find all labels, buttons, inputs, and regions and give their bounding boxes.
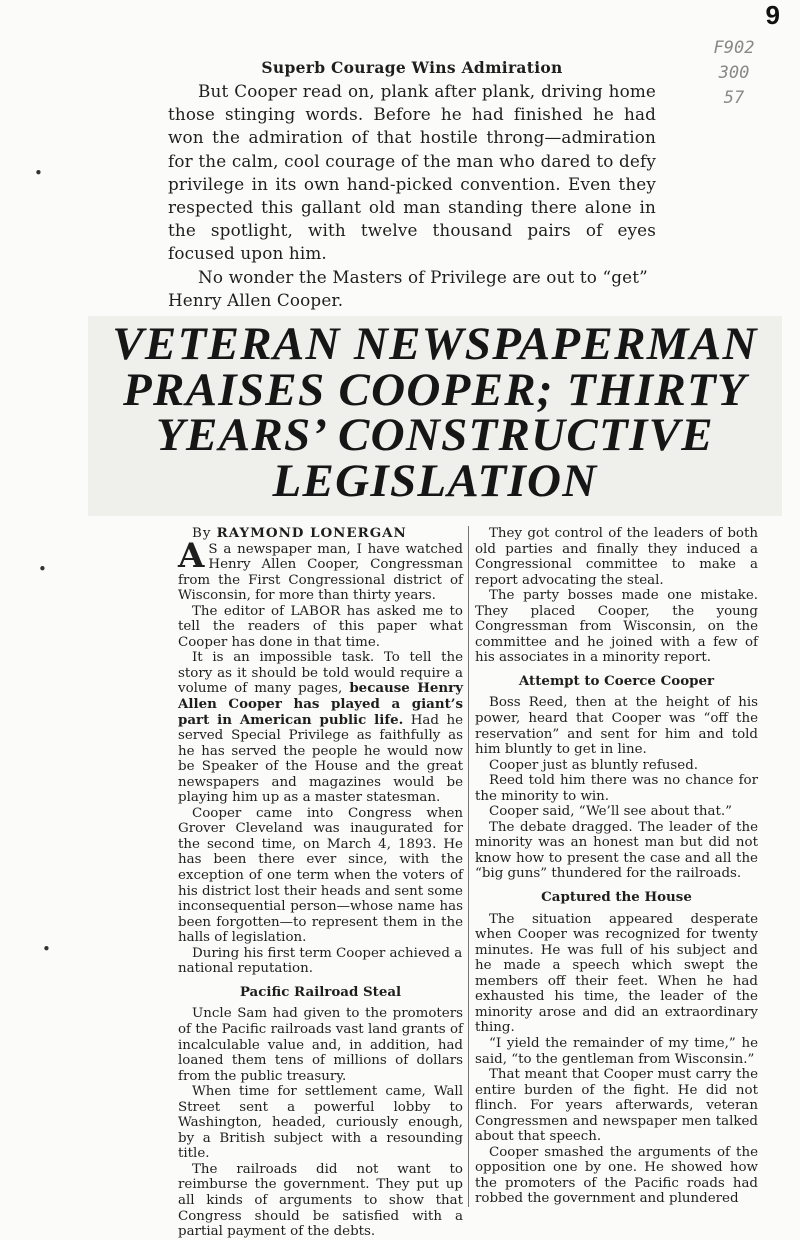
section-subhead: Superb Courage Wins Admiration (261, 58, 563, 77)
continued-story (168, 58, 656, 312)
handwritten-note-line: 57 (723, 88, 745, 108)
paragraph: Cooper smashed the arguments of the opposition one by one. He showed how the promoters of the Pacific roads had robbed the government and plundered (475, 1144, 758, 1207)
headline-line: PRAISES COOPER; THIRTY (122, 363, 748, 416)
paragraph: Uncle Sam had given to the promoters of the Pacific railroads vast land grants of incalculable value and, in addition, had loaned them tens of millions of dollars from the public treasury. (178, 1006, 463, 1084)
paragraph: “I yield the remainder of my time,” he said, “to the gentleman from Wisconsin.” (475, 1035, 758, 1067)
paragraph-text: It is an impossible task. To tell the story as it should be told would require a volume of many pages, (178, 650, 463, 697)
paragraph: Cooper came into Congress when Grover Cleveland was inaugurated for the second time, on March 4, 1893. He has been there ever since, with the exception of one term when the voters of his district lost their heads and sent some inconsequential person—whose name has been forgotten—to represent them in the halls of legislation. (178, 805, 463, 946)
article-headline (88, 318, 782, 507)
handwritten-note-line: 300 (718, 63, 750, 83)
paragraph: During his first term Cooper achieved a national reputation. (178, 945, 463, 977)
paragraph: No wonder the Masters of Privilege are out to “get” Henry Allen Cooper. (168, 266, 648, 310)
paragraph: They got control of the leaders of both old parties and finally they induced a Congressional committee to make a report advocating the steal. (475, 526, 758, 588)
headline-line: YEARS’ CONSTRUCTIVE (156, 409, 714, 461)
article-column-left (178, 526, 463, 1240)
section-subhead: Captured the House (541, 889, 692, 906)
margin-dot: • (38, 560, 47, 578)
headline-line: VETERAN NEWSPAPERMAN (112, 318, 758, 370)
headline-line: LEGISLATION (272, 454, 598, 507)
section-subhead: Attempt to Coerce Cooper (518, 672, 715, 689)
paragraph: Cooper just as bluntly refused. (489, 757, 699, 773)
paragraph-text: S a newspaper man, I have watched Henry Allen Cooper, Congressman from the First Congressional district of Wisconsin, for more than thirty years. (178, 541, 463, 604)
margin-dot: • (42, 940, 51, 958)
paragraph: The railroads did not want to reimburse the government. They put up all kinds of arguments to show that Congress should be satisfied with a partial payment of the debts. (178, 1161, 463, 1240)
emphasis-text: because Henry Allen Cooper has played a giant’s part in American public life. (178, 680, 463, 728)
paragraph: Reed told him there was no chance for the minority to win. (475, 773, 758, 804)
paragraph: Cooper said, “We’ll see about that.” (489, 804, 732, 820)
margin-dot: • (34, 164, 43, 182)
handwritten-note-line: F902 (713, 38, 755, 58)
paragraph: The debate dragged. The leader of the minority was an honest man but did not know how to present the case and all the “big guns” thundered for the railroads. (475, 819, 758, 882)
paragraph (178, 650, 463, 805)
drop-cap: A (178, 535, 205, 576)
paragraph: The situation appeared desperate when Cooper was recognized for twenty minutes. He was full of his subject and he made a speech which swept the members off their feet. When he had exhausted his time, the leader of the minority arose and did an extraordinary thing. (475, 911, 758, 1036)
section-subhead: Pacific Railroad Steal (239, 983, 402, 1000)
paragraph: The editor of LABOR has asked me to tell the readers of this paper what Cooper has done in that time. (178, 603, 463, 650)
byline-author: RAYMOND LONERGAN (216, 525, 407, 541)
byline-prefix: By (192, 526, 212, 541)
paragraph: But Cooper read on, plank after plank, driving home those stinging words. Before he had finished he had won the admiration of that hostile throng—admiration for the calm, cool courage of the man who dared to defy privilege in its own hand-picked convention. Even they respected this gallant old man standing there alone in the spotlight, with twelve thousand pairs of eyes focused upon him. (168, 81, 656, 264)
paragraph: The party bosses made one mistake. They placed Cooper, the young Congressman from Wisconsin, on the committee and he joined with a few of his associates in a minority report. (475, 588, 758, 666)
paragraph (178, 535, 463, 604)
paragraph-text: Had he served Special Privilege as faithfully as he has served the people he would now be Speaker of the House and the great newspapers and magazines would be playing him up as a master statesman. (178, 712, 463, 806)
byline (178, 526, 463, 542)
handwritten-note (684, 36, 784, 111)
page-number: 9 (765, 0, 780, 30)
paragraph: When time for settlement came, Wall Street sent a powerful lobby to Washington, headed, curiously enough, by a British subject with a resounding title. (178, 1084, 463, 1162)
paragraph: Boss Reed, then at the height of his power, heard that Cooper was “off the reservation” and sent for him and told him bluntly to get in line. (475, 695, 758, 758)
article-column-right (468, 526, 758, 1207)
paragraph: That meant that Cooper must carry the entire burden of the fight. He did not flinch. For years afterwards, veteran Congressmen and newspaper men talked about that speech. (475, 1067, 758, 1145)
